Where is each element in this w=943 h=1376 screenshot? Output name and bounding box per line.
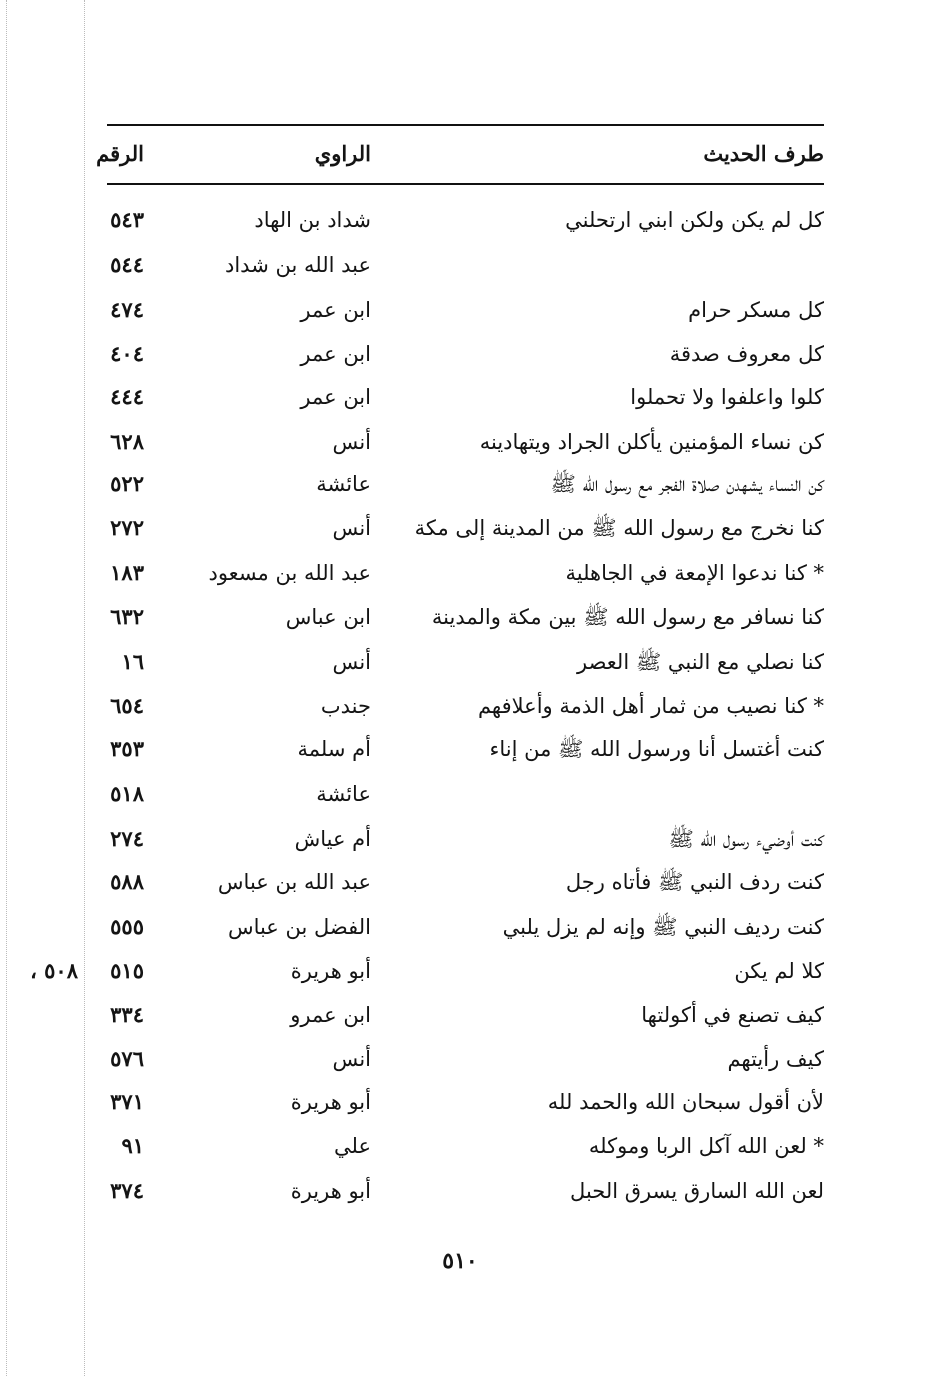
hadith-text: كنا نسافر مع رسول الله ﷺ بين مكة والمدينة <box>431 605 824 629</box>
extra-hadith-number: ٥٠٨ ، <box>30 958 78 983</box>
hadith-text: كل معروف صدقة <box>669 342 824 366</box>
hadith-text: لعن الله السارق يسرق الحبل <box>570 1179 824 1203</box>
narrator: أنس <box>332 650 371 674</box>
hadith-number: ٥٤٣ <box>110 207 144 232</box>
hadith-text: كلوا واعلفوا ولا تحملوا <box>630 385 824 409</box>
hadith-text: كل لم يكن ولكن ابني ارتحلني <box>565 208 824 232</box>
narrator: أم عياش <box>294 827 371 851</box>
page-edge-inner <box>84 0 85 1376</box>
narrator: أم سلمة <box>297 737 371 761</box>
hadith-number: ٢٧٤ <box>110 826 144 851</box>
hadith-text: لأن أقول سبحان الله والحمد لله <box>547 1090 824 1114</box>
hadith-number: ٤٠٤ <box>110 341 144 366</box>
hadith-number: ٤٤٤ <box>110 384 144 409</box>
hadith-text: كن النساء يشهدن صلاة الفجر مع رسول الله ﷺ <box>550 472 824 496</box>
hadith-number: ٥٨٨ <box>110 869 144 894</box>
hadith-number: ٩١ <box>121 1133 144 1158</box>
header-rule <box>107 183 824 185</box>
hadith-number: ٣٣٤ <box>110 1002 144 1027</box>
narrator: أنس <box>332 1047 371 1071</box>
hadith-text: كل مسكر حرام <box>688 298 824 322</box>
narrator: أبو هريرة <box>290 959 371 983</box>
narrator: أنس <box>332 430 371 454</box>
hadith-text: * كنا ندعوا الإمعة في الجاهلية <box>565 561 824 585</box>
hadith-text: كلا لم يكن <box>734 959 824 983</box>
narrator: عبد الله بن شداد <box>225 253 371 277</box>
narrator: أبو هريرة <box>290 1090 371 1114</box>
hadith-number: ٦٢٨ <box>110 429 144 454</box>
hadith-text: كنت رديف النبي ﷺ وإنه لم يزل يلبي <box>502 915 824 939</box>
narrator: ابن عمر <box>300 342 371 366</box>
hadith-text: كنت أغتسل أنا ورسول الله ﷺ من إناء <box>489 737 824 761</box>
hadith-text: كنا نصلي مع النبي ﷺ العصر <box>577 650 824 674</box>
hadith-text: كنا نخرج مع رسول الله ﷺ من المدينة إلى مكة <box>414 516 824 540</box>
hadith-number: ٣٧٤ <box>110 1178 144 1203</box>
hadith-number: ١٨٣ <box>110 560 144 585</box>
narrator: ابن عمر <box>300 385 371 409</box>
narrator: ابن عمر <box>300 298 371 322</box>
hadith-text: * كنا نصيب من ثمار أهل الذمة وأعلافهم <box>477 694 824 718</box>
hadith-number: ٢٧٢ <box>110 515 144 540</box>
top-rule <box>107 124 824 126</box>
hadith-number: ٣٧١ <box>110 1089 144 1114</box>
hadith-text: كيف تصنع في أكولتها <box>641 1003 824 1027</box>
narrator: عائشة <box>316 472 371 496</box>
narrator: عبد الله بن مسعود <box>208 561 371 585</box>
narrator: جندب <box>320 694 371 718</box>
narrator: ابن عباس <box>285 605 371 629</box>
narrator: علي <box>334 1134 371 1158</box>
hadith-number: ٣٥٣ <box>110 736 144 761</box>
hadith-number: ٥٧٦ <box>110 1046 144 1071</box>
hadith-text: * لعن الله آكل الربا وموكله <box>588 1134 824 1158</box>
header-hadith-text: طرف الحديث <box>703 141 824 166</box>
hadith-number: ٥٤٤ <box>110 252 144 277</box>
hadith-text: كن نساء المؤمنين يأكلن الجراد ويتهادينه <box>479 430 824 454</box>
page-edge-left <box>6 0 7 1376</box>
narrator: أنس <box>332 516 371 540</box>
hadith-text: كنت ردف النبي ﷺ فأتاه رجل <box>565 870 824 894</box>
hadith-number: ٥٥٥ <box>110 914 144 939</box>
page-number: ٥١٠ <box>442 1248 478 1274</box>
hadith-number: ٥١٥ <box>110 958 144 983</box>
header-number: الرقم <box>96 141 144 166</box>
hadith-text: كيف رأيتهم <box>727 1047 824 1071</box>
hadith-text: كنت أوضيء رسول الله ﷺ <box>668 827 824 851</box>
hadith-number: ٤٧٤ <box>110 297 144 322</box>
header-narrator: الراوي <box>314 141 371 166</box>
hadith-number: ٦٥٤ <box>110 693 144 718</box>
hadith-number: ٦٣٢ <box>110 604 144 629</box>
narrator: ابن عمرو <box>290 1003 371 1027</box>
narrator: الفضل بن عباس <box>227 915 371 939</box>
hadith-number: ٥١٨ <box>110 781 144 806</box>
narrator: عبد الله بن عباس <box>217 870 371 894</box>
narrator: أبو هريرة <box>290 1179 371 1203</box>
narrator: عائشة <box>316 782 371 806</box>
hadith-number: ١٦ <box>121 649 144 674</box>
hadith-number: ٥٢٢ <box>110 471 144 496</box>
narrator: شداد بن الهاد <box>254 208 371 232</box>
